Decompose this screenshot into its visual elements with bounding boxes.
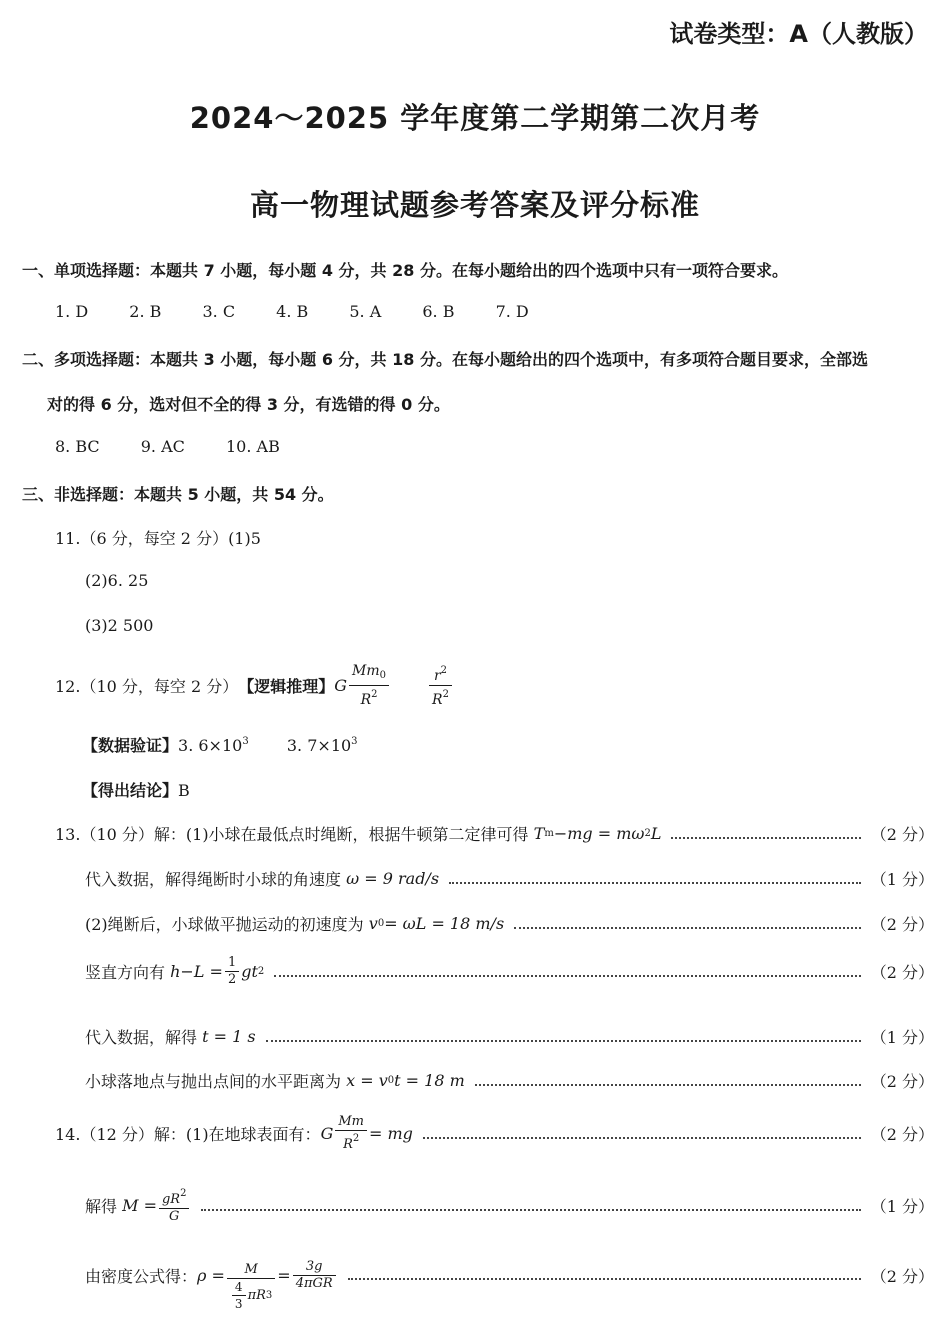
section2-heading-line1: 二、多项选择题：本题共 3 小题，每小题 6 分，共 18 分。在每小题给出的四个选项中，有多项符合题目要求，全部选 xyxy=(22,350,868,369)
q14-l3-fraction-result xyxy=(293,1259,336,1292)
q14-l2-lhs: M = xyxy=(122,1196,157,1215)
page-subtitle: 高一物理试题参考答案及评分标准 xyxy=(249,188,700,222)
q13-l1-end: L xyxy=(650,824,662,843)
section1-answers xyxy=(55,302,565,321)
q14-l1-den-sup: 2 xyxy=(352,1133,360,1144)
q13-line3 xyxy=(85,912,934,935)
q13-l2-text: 代入数据，解得绳断时小球的角速度 xyxy=(85,870,342,889)
q13-l4-num: 1 xyxy=(225,955,239,972)
q14-l3-num: M xyxy=(244,1262,258,1277)
q14-l3-den2: 4πGR xyxy=(295,1275,333,1291)
dot-leader xyxy=(348,1278,861,1280)
q14-l3-eq: = xyxy=(277,1265,291,1285)
dot-leader xyxy=(274,975,860,977)
q14-l3-num2: 3g xyxy=(305,1258,323,1274)
q14-l2-den: G xyxy=(169,1209,180,1224)
q13-line1 xyxy=(55,822,934,845)
q12-line2 xyxy=(82,733,358,756)
q13-line4 xyxy=(85,955,934,988)
q13-l4-lhs: h−L = xyxy=(170,962,223,981)
q14-l2-score: （1 分） xyxy=(870,1197,934,1216)
q12-frac1-num: Mm xyxy=(352,663,380,679)
q14-l1-rhs: = mg xyxy=(368,1124,413,1143)
q13-line6 xyxy=(85,1069,934,1092)
q13-l5-text: 代入数据，解得 xyxy=(85,1028,198,1047)
q14-line3 xyxy=(85,1250,934,1311)
q13-l3-v: v xyxy=(368,914,378,933)
q12-fraction-force xyxy=(349,662,389,709)
q14-line1 xyxy=(55,1114,934,1153)
q14-l3-den-rest: πR xyxy=(247,1287,266,1303)
q13-l6-score: （2 分） xyxy=(870,1072,934,1091)
q14-l1-G: G xyxy=(320,1124,334,1143)
q12-frac1-num-sub: 0 xyxy=(379,670,387,681)
q12-frac2-num-sup: 2 xyxy=(440,665,448,676)
answer-4: 4. B xyxy=(276,302,309,321)
q13-l5-score: （1 分） xyxy=(870,1028,934,1047)
q14-l1-fraction xyxy=(335,1114,367,1153)
q14-line2 xyxy=(85,1186,934,1225)
section3-heading: 三、非选择题：本题共 5 小题，共 54 分。 xyxy=(22,485,334,504)
q14-l3-inner-num: 4 xyxy=(232,1279,246,1296)
dot-leader xyxy=(423,1137,861,1139)
q12-value-1-sup: 3 xyxy=(242,736,249,747)
section2-answers xyxy=(55,437,316,456)
q13-line2 xyxy=(85,867,934,890)
q12-frac1-den-sup: 2 xyxy=(371,689,378,700)
q13-l4-fraction xyxy=(225,955,239,988)
q12-frac1-den: R xyxy=(360,692,372,708)
dot-leader xyxy=(514,927,861,929)
q14-l3-score: （2 分） xyxy=(870,1266,934,1286)
q13-l4-text: 竖直方向有 xyxy=(85,963,166,982)
q12-line1 xyxy=(55,662,454,709)
q13-l4-sup: 2 xyxy=(257,966,265,977)
q13-l6-x: x = v xyxy=(346,1071,388,1090)
answer-9: 9. AC xyxy=(140,437,185,456)
q14-l3-fraction-density xyxy=(227,1262,275,1312)
q13-l4-score: （2 分） xyxy=(870,963,934,982)
q14-l1-text: 14.（12 分）解：(1)在地球表面有： xyxy=(55,1125,321,1144)
q14-l1-score: （2 分） xyxy=(870,1125,934,1144)
q14-l2-num-sup: 2 xyxy=(180,1188,187,1199)
section2-heading-line2: 对的得 6 分，选对但不全的得 3 分，有选错的得 0 分。 xyxy=(47,395,450,414)
q11-line3: (3)2 500 xyxy=(85,616,154,635)
q12-frac2-den: R xyxy=(432,692,443,708)
answer-2: 2. B xyxy=(129,302,162,321)
q12-value-2-sup: 3 xyxy=(351,736,358,747)
q14-l3-lhs: ρ = xyxy=(197,1265,225,1285)
q14-l1-den: R xyxy=(343,1137,353,1152)
q13-line5 xyxy=(85,1025,934,1048)
dot-leader xyxy=(475,1084,861,1086)
answer-6: 6. B xyxy=(422,302,455,321)
q13-l3-text: (2)绳断后，小球做平抛运动的初速度为 xyxy=(85,915,364,934)
q13-l3-sub: 0 xyxy=(377,918,385,929)
q13-l1-sub: m xyxy=(544,828,554,839)
q12-conclusion: B xyxy=(178,781,190,800)
q13-l1-sup: 2 xyxy=(644,828,651,839)
q12-value-1: 3. 6×10 xyxy=(178,736,243,755)
answer-10: 10. AB xyxy=(226,437,280,456)
q14-l2-text: 解得 xyxy=(85,1197,118,1216)
section1-heading: 一、单项选择题：本题共 7 小题，每小题 4 分，共 28 分。在每小题给出的四个选项中只有一项符合要求。 xyxy=(22,261,788,280)
page-title: 2024～2025 学年度第二学期第二次月考 xyxy=(189,101,761,135)
answer-7: 7. D xyxy=(495,302,529,321)
q13-l2-score: （1 分） xyxy=(870,870,934,889)
q12-value-2: 3. 7×10 xyxy=(286,736,352,755)
dot-leader xyxy=(449,882,861,884)
q12-line3 xyxy=(82,778,190,801)
paper-type-label: 试卷类型：A（人教版） xyxy=(669,20,928,48)
q12-frac2-den-sup: 2 xyxy=(442,689,449,700)
dot-leader xyxy=(671,837,860,839)
q12-tag-conclusion: 【得出结论】 xyxy=(82,781,179,800)
q12-tag-logic: 【逻辑推理】 xyxy=(238,677,335,696)
q11-line1: 11.（6 分，每空 2 分）(1)5 xyxy=(55,529,261,548)
q14-l2-fraction xyxy=(159,1186,190,1225)
q11-line2: (2)6. 25 xyxy=(85,571,149,590)
q13-l2-formula: ω = 9 rad/s xyxy=(346,869,440,888)
q14-l3-text: 由密度公式得： xyxy=(85,1266,198,1286)
q14-l3-inner-den: 3 xyxy=(234,1297,243,1311)
q13-l3-rest: = ωL = 18 m/s xyxy=(384,914,505,933)
q12-fraction-ratio xyxy=(429,662,452,709)
answer-5: 5. A xyxy=(349,302,382,321)
answer-8: 8. BC xyxy=(55,437,100,456)
q12-prefix: 12.（10 分，每空 2 分） xyxy=(55,677,239,696)
q13-l1-score: （2 分） xyxy=(870,825,934,844)
q13-l3-score: （2 分） xyxy=(870,915,934,934)
q13-l1-T: T xyxy=(533,824,545,843)
q12-gravity-constant: G xyxy=(334,676,348,695)
q13-l6-rest: t = 18 m xyxy=(394,1071,465,1090)
q13-l6-sub: 0 xyxy=(387,1075,395,1086)
q13-l1-text: 13.（10 分）解：(1)小球在最低点时绳断，根据牛顿第二定律可得 xyxy=(55,825,529,844)
q14-l1-num: Mm xyxy=(338,1114,364,1129)
q14-l3-den-sup: 3 xyxy=(265,1289,273,1301)
q13-l4-den: 2 xyxy=(227,972,237,987)
q13-l1-rest: −mg = mω xyxy=(553,824,645,843)
q13-l5-formula: t = 1 s xyxy=(202,1027,256,1046)
answer-1: 1. D xyxy=(55,302,89,321)
q13-l6-text: 小球落地点与抛出点间的水平距离为 xyxy=(85,1072,342,1091)
dot-leader xyxy=(266,1040,861,1042)
q12-frac2-num: r xyxy=(433,668,441,684)
q14-l2-num: gR xyxy=(161,1192,181,1207)
answer-3: 3. C xyxy=(202,302,236,321)
q14-l3-inner-fraction xyxy=(232,1279,246,1312)
dot-leader xyxy=(201,1209,860,1211)
q13-l4-rhs: gt xyxy=(241,962,258,981)
q12-tag-data: 【数据验证】 xyxy=(82,736,179,755)
